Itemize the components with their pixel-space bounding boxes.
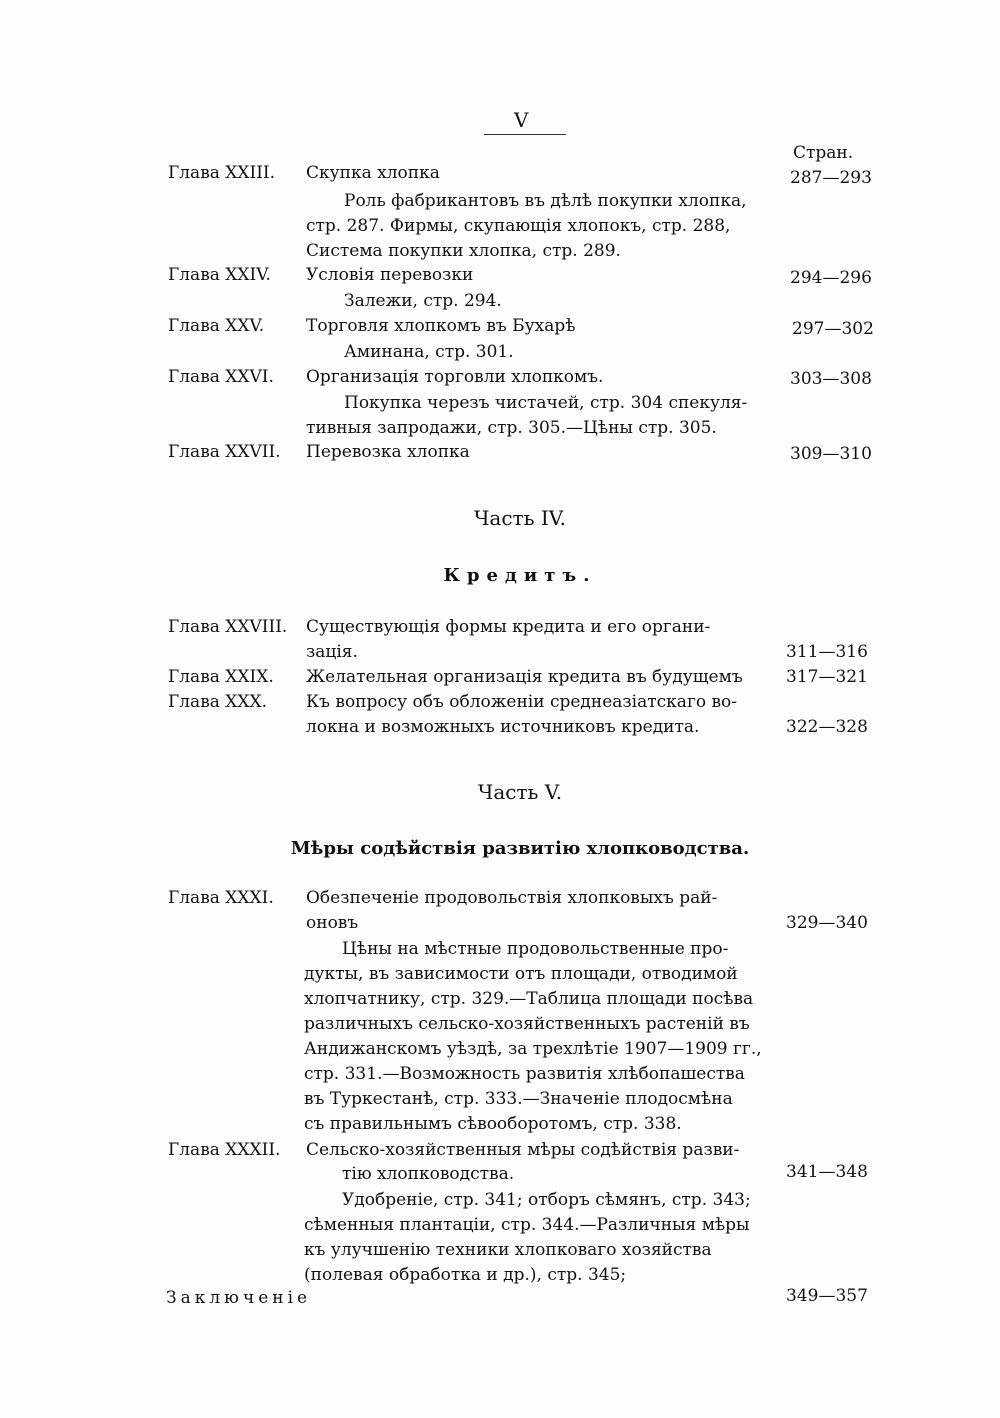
chapter-desc-31-line-6: стр. 331.—Возможность развитія хлѣбопашества xyxy=(304,1064,745,1084)
chapter-desc-23-line-3: Система покупки хлопка, стр. 289. xyxy=(306,241,621,261)
chapter-title-23: Скупка хлопка xyxy=(306,163,440,183)
chapter-desc-32-line-3: къ улучшенію техники хлопковаго хозяйства xyxy=(304,1240,712,1260)
chapter-desc-31-line-5: Андижанскомъ уѣздѣ, за трехлѣтіе 1907—1909 гг., xyxy=(304,1039,762,1059)
chapter-title-30-line-2: локна и возможныхъ источниковъ кредита. xyxy=(306,717,700,737)
chapter-desc-23-line-1: Роль фабрикантовъ въ дѣлѣ покупки хлопка, xyxy=(344,191,747,211)
chapter-pages-24: 294—296 xyxy=(790,268,872,288)
chapter-title-31-line-2: оновъ xyxy=(306,913,359,933)
chapter-label-29: Глава XXIX. xyxy=(168,667,274,687)
chapter-title-31-line-1: Обезпеченіе продовольствія хлопковыхъ рай- xyxy=(306,888,718,908)
chapter-desc-31-line-1: Цѣны на мѣстные продовольственные про- xyxy=(342,939,729,959)
chapter-desc-23-line-2: стр. 287. Фирмы, скупающія хлопокъ, стр. 288, xyxy=(306,216,731,236)
chapter-desc-24: Залежи, стр. 294. xyxy=(344,291,502,311)
chapter-pages-30: 322—328 xyxy=(786,717,868,737)
chapter-title-24: Условія перевозки xyxy=(306,265,474,285)
chapter-pages-31: 329—340 xyxy=(786,913,868,933)
chapter-desc-25: Аминана, стр. 301. xyxy=(344,342,514,362)
chapter-title-30-line-1: Къ вопросу объ обложеніи среднеазіатскаго во- xyxy=(306,692,738,712)
chapter-pages-29: 317—321 xyxy=(786,667,868,687)
part-5-title: Мѣры содѣйствія развитію хлопководства. xyxy=(290,838,750,859)
chapter-title-32-line-2: тію хлопководства. xyxy=(342,1164,515,1184)
chapter-label-25: Глава XXV. xyxy=(168,316,265,336)
chapter-desc-32-line-4: (полевая обработка и др.), стр. 345; xyxy=(304,1265,627,1285)
chapter-title-26: Организація торговли хлопкомъ. xyxy=(306,367,604,387)
chapter-label-28: Глава XXVIII. xyxy=(168,617,288,637)
chapter-title-27: Перевозка хлопка xyxy=(306,442,470,462)
chapter-pages-23: 287—293 xyxy=(790,168,872,188)
chapter-desc-32-line-2: сѣменныя плантаціи, стр. 344.—Различныя мѣры xyxy=(304,1215,750,1235)
chapter-pages-28: 311—316 xyxy=(786,642,868,662)
chapter-label-27: Глава XXVII. xyxy=(168,442,281,462)
chapter-label-26: Глава XXVI. xyxy=(168,367,274,387)
chapter-title-32-line-1: Сельско-хозяйственныя мѣры содѣйствія разви- xyxy=(306,1140,740,1160)
chapter-title-25: Торговля хлопкомъ въ Бухарѣ xyxy=(306,316,576,336)
chapter-desc-26-line-1: Покупка черезъ чистачей, стр. 304 спекуля- xyxy=(344,393,748,413)
chapter-desc-31-line-4: различныхъ сельско-хозяйственныхъ растеній въ xyxy=(304,1014,750,1034)
chapter-desc-32-line-1: Удобреніе, стр. 341; отборъ сѣмянъ, стр. 343; xyxy=(342,1190,751,1210)
chapter-pages-26: 303—308 xyxy=(790,369,872,389)
chapter-desc-31-line-8: съ правильнымъ сѣвооборотомъ, стр. 338. xyxy=(304,1114,682,1134)
part-4-title: Кредитъ. xyxy=(443,565,597,586)
part-5-heading: Часть V. xyxy=(477,780,563,804)
chapter-desc-31-line-3: хлопчатнику, стр. 329.—Таблица площади посѣва xyxy=(304,989,754,1009)
chapter-label-23: Глава XXIII. xyxy=(168,163,276,183)
pages-column-header: Стран. xyxy=(793,143,854,163)
chapter-label-32: Глава XXXII. xyxy=(168,1140,281,1160)
chapter-label-31: Глава XXXI. xyxy=(168,888,274,908)
chapter-desc-26-line-2: тивныя запродажи, стр. 305.—Цѣны стр. 305. xyxy=(306,418,717,438)
chapter-label-30: Глава XXX. xyxy=(168,692,268,712)
chapter-pages-27: 309—310 xyxy=(790,444,872,464)
chapter-desc-31-line-7: въ Туркестанѣ, стр. 333.—Значеніе плодосмѣна xyxy=(304,1089,733,1109)
conclusion-pages: 349—357 xyxy=(786,1286,868,1306)
chapter-title-28-line-2: зація. xyxy=(306,642,358,662)
page-folio: V xyxy=(514,108,529,132)
conclusion-label: Заключеніе xyxy=(166,1288,312,1308)
chapter-pages-25: 297—302 xyxy=(792,319,874,339)
folio-rule xyxy=(484,134,566,135)
chapter-label-24: Глава XXIV. xyxy=(168,265,271,285)
part-4-heading: Часть IV. xyxy=(473,506,567,530)
chapter-title-28-line-1: Существующія формы кредита и его органи- xyxy=(306,617,711,637)
chapter-pages-32: 341—348 xyxy=(786,1162,868,1182)
chapter-title-29: Желательная организація кредита въ будущемъ xyxy=(306,667,743,687)
chapter-desc-31-line-2: дукты, въ зависимости отъ площади, отводимой xyxy=(304,964,738,984)
